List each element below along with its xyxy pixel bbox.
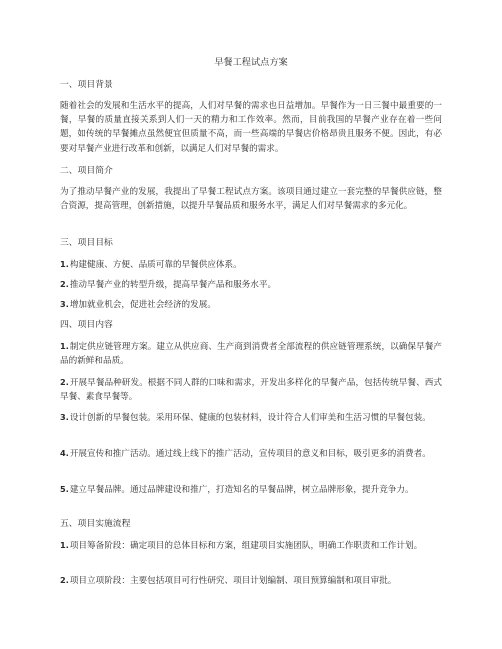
list-item-content-3 (60, 410, 442, 425)
section-heading-content: 四、项目内容 (60, 320, 113, 330)
list-item-text: 开展宣传和推广活动。通过线上线下的推广活动，宣传项目的意义和目标，吸引更多的消费者。 (69, 449, 431, 459)
list-item-text: 开展早餐品种研发。根据不同人群的口味和需求，开发出多样化的早餐产品，包括传统早餐、西式早餐、素食早餐等。 (60, 378, 442, 403)
list-item-text: 增加就业机会，促进社会经济的发展。 (69, 300, 216, 310)
list-item-number: 1. (60, 259, 69, 269)
list-item-text: 项目立项阶段：主要包括项目可行性研究、项目计划编制、项目预算编制和项目审批。 (69, 576, 397, 586)
paragraph-intro: 为了推动早餐产业的发展，我提出了早餐工程试点方案。该项目通过建立一套完整的早餐供应链，整合资源，提高管理，创新措施，以提升早餐品质和服务水平，满足人们对早餐需求的多元化。 (60, 187, 442, 212)
list-item-process-2 (60, 573, 442, 588)
paragraph-background: 随着社会的发展和生活水平的提高，人们对早餐的需求也日益增加。早餐作为一日三餐中最重要的一餐，早餐的质量直接关系到人们一天的精力和工作效率。然而，目前我国的早餐产业存在着一些问题，如传统的早餐摊点虽然便宜但质量不高，而一些高端的早餐店价格昂贵且服务不便。因此，有必要对早餐产业进行改革和创新，以满足人们对早餐的需求。 (60, 101, 442, 154)
list-item-number: 2. (60, 279, 69, 289)
list-item-number: 3. (60, 299, 69, 309)
list-item-content-4 (60, 446, 442, 461)
list-item-text: 构建健康、方便、品质可靠的早餐供应体系。 (69, 260, 242, 270)
list-item-number: 3. (60, 412, 69, 422)
list-item-number: 1. (60, 341, 69, 351)
list-item-text: 制定供应链管理方案。建立从供应商、生产商到消费者全部流程的供应链管理系统，以确保早餐产品的新鲜和品质。 (60, 342, 442, 367)
list-item-goal-1 (60, 257, 442, 272)
list-item-process-1 (60, 538, 442, 553)
document-title: 早餐工程试点方案 (214, 57, 288, 68)
list-item-content-2 (60, 375, 442, 404)
section-heading-intro: 二、项目简介 (60, 166, 113, 176)
list-item-content-1 (60, 339, 442, 368)
list-item-number: 4. (60, 448, 69, 458)
list-item-text: 项目筹备阶段：确定项目的总体目标和方案，组建项目实施团队，明确工作职责和工作计划。 (69, 541, 423, 551)
list-item-number: 2. (60, 575, 69, 585)
list-item-text: 建立早餐品牌。通过品牌建设和推广，打造知名的早餐品牌，树立品牌形象，提升竞争力。 (69, 485, 414, 495)
list-item-goal-3 (60, 297, 442, 312)
section-heading-background: 一、项目背景 (60, 80, 113, 90)
list-item-goal-2 (60, 277, 442, 292)
list-item-number: 1. (60, 540, 69, 550)
list-item-text: 推动早餐产业的转型升级，提高早餐产品和服务水平。 (69, 280, 277, 290)
list-item-text: 设计创新的早餐包装。采用环保、健康的包装材料，设计符合人们审美和生活习惯的早餐包装。 (69, 413, 431, 423)
section-heading-process: 五、项目实施流程 (60, 519, 131, 529)
list-item-content-5 (60, 482, 442, 497)
list-item-number: 5. (60, 484, 69, 494)
list-item-number: 2. (60, 377, 69, 387)
section-heading-goals: 三、项目目标 (60, 238, 113, 248)
